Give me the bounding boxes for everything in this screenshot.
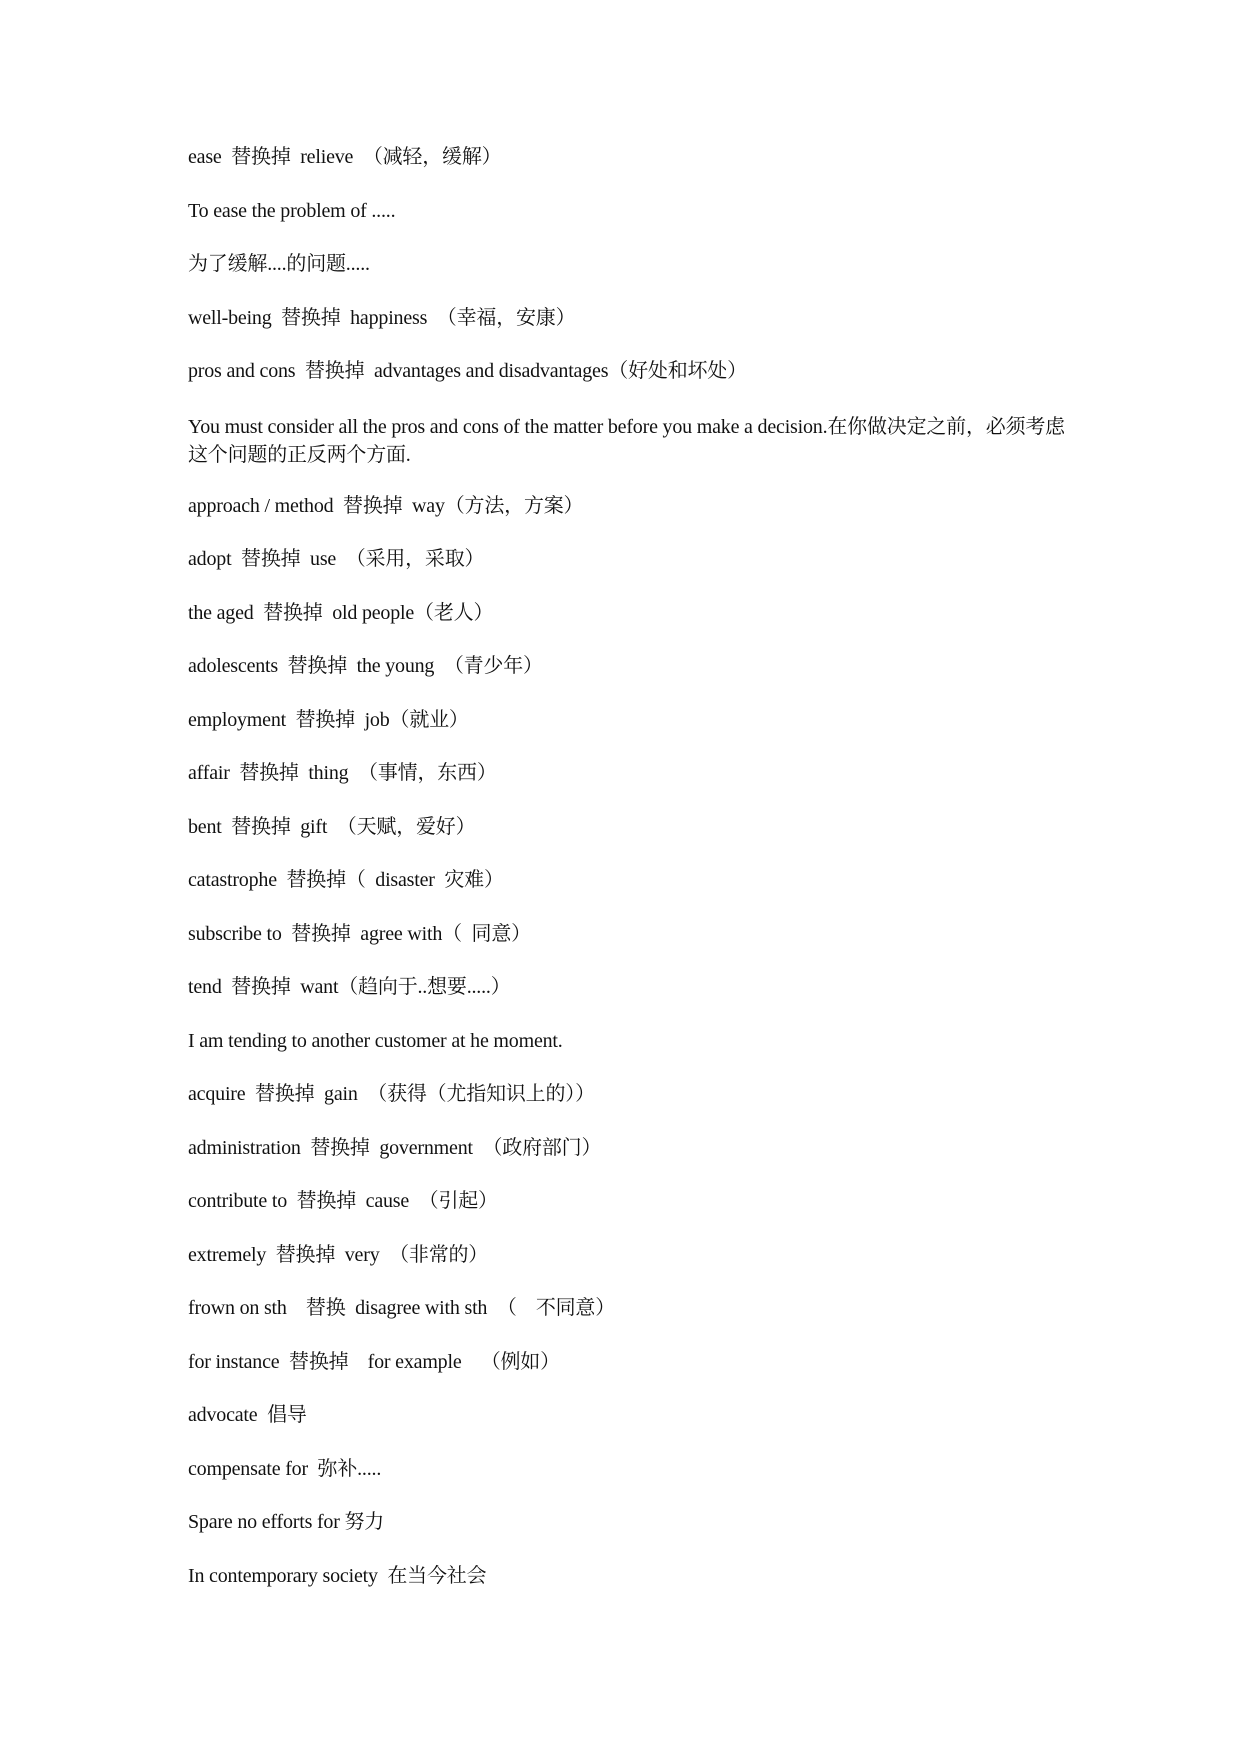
- text-line: pros and cons 替换掉 advantages and disadvantages（好处和坏处）: [188, 360, 747, 382]
- text-paragraph: You must consider all the pros and cons of the matter before you make a decision.在你做决定之前，必须考虑这个问题的正反两个方面.: [188, 415, 1065, 466]
- text-line: frown on sth 替换 disagree with sth （ 不同意）: [188, 1297, 616, 1319]
- text-line: Spare no efforts for 努力: [188, 1511, 385, 1533]
- text-line: bent 替换掉 gift （天赋，爱好）: [188, 815, 476, 838]
- text-line: catastrophe 替换掉（ disaster 灾难）: [188, 869, 504, 891]
- text-line: 为了缓解....的问题.....: [188, 253, 370, 275]
- text-line: well-being 替换掉 happiness （幸福，安康）: [188, 306, 576, 329]
- text-line: contribute to 替换掉 cause （引起）: [188, 1190, 498, 1212]
- text-line: adolescents 替换掉 the young （青少年）: [188, 655, 543, 677]
- text-line: adopt 替换掉 use （采用，采取）: [188, 548, 485, 570]
- text-line: administration 替换掉 government （政府部门）: [188, 1136, 602, 1159]
- text-line: the aged 替换掉 old people（老人）: [188, 601, 494, 624]
- text-line: To ease the problem of .....: [188, 199, 396, 222]
- text-line: subscribe to 替换掉 agree with（ 同意）: [188, 922, 531, 945]
- text-line: advocate 倡导: [188, 1404, 307, 1426]
- text-line: extremely 替换掉 very （非常的）: [188, 1243, 489, 1266]
- text-line: In contemporary society 在当今社会: [188, 1564, 487, 1587]
- text-line: for instance 替换掉 for example （例如）: [188, 1350, 560, 1373]
- text-line: acquire 替换掉 gain （获得（尤指知识上的））: [188, 1083, 595, 1105]
- text-line: tend 替换掉 want（趋向于..想要.....）: [188, 976, 511, 998]
- text-line: I am tending to another customer at he moment.: [188, 1029, 563, 1052]
- text-line: employment 替换掉 job（就业）: [188, 708, 469, 731]
- text-line: compensate for 弥补.....: [188, 1457, 382, 1480]
- vocabulary-list: [188, 145, 1068, 1617]
- text-line: approach / method 替换掉 way（方法，方案）: [188, 494, 584, 517]
- text-line: affair 替换掉 thing （事情，东西）: [188, 762, 497, 784]
- text-line: ease 替换掉 relieve （减轻，缓解）: [188, 146, 502, 168]
